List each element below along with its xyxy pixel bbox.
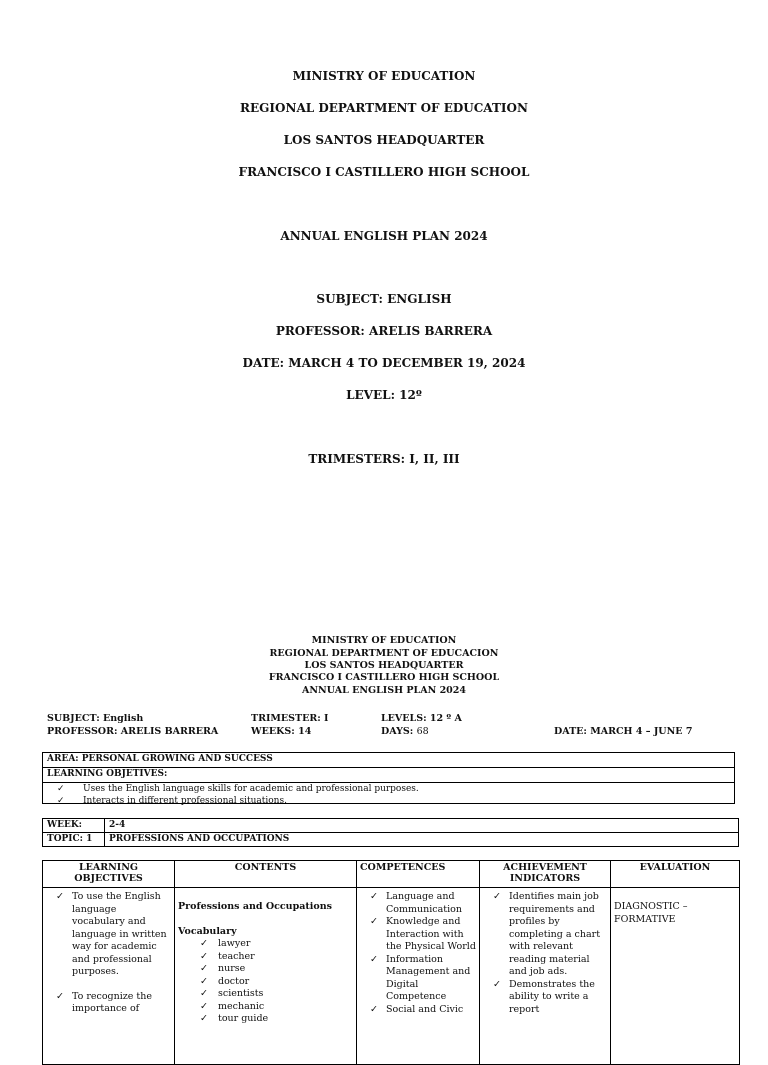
cover-professor: PROFESSOR: ARELIS BARRERA xyxy=(275,324,493,338)
vocab-item: ✓ nurse xyxy=(178,963,353,976)
cell-contents xyxy=(175,888,357,1065)
contents-title: Professions and Occupations xyxy=(178,901,332,912)
header-contents: CONTENTS xyxy=(175,861,357,888)
competence-item: ✓ Social and Civic xyxy=(360,1004,476,1017)
cover-headquarter: LOS SANTOS HEADQUARTER xyxy=(283,133,485,147)
meta-date: DATE: MARCH 4 – JUNE 7 xyxy=(554,726,693,737)
cover-subject: SUBJECT: ENGLISH xyxy=(316,292,452,306)
topic-label: TOPIC: 1 xyxy=(43,833,105,847)
cover-level: LEVEL: 12º xyxy=(346,388,422,402)
area-objective-item: ✓ Uses the English language skills for academic and professional purposes. xyxy=(57,783,730,795)
indicator-item: ✓ Identifies main job requirements and profiles by completing a chart with relevant reading material and job ads. xyxy=(483,891,607,979)
meta-weeks: WEEKS: 14 xyxy=(251,726,312,737)
learning-objectives-label: LEARNING OBJETIVES: xyxy=(43,768,734,783)
cover-trimesters: TRIMESTERS: I, II, III xyxy=(308,452,460,466)
cover-date: DATE: MARCH 4 TO DECEMBER 19, 2024 xyxy=(242,356,526,370)
header-plan-title: ANNUAL ENGLISH PLAN 2024 xyxy=(301,685,467,696)
cover-school: FRANCISCO I CASTILLERO HIGH SCHOOL xyxy=(238,165,530,179)
evaluation-text: DIAGNOSTIC – FORMATIVE xyxy=(614,901,688,925)
meta-levels: LEVELS: 12 º A xyxy=(381,713,462,724)
vocab-item: ✓ mechanic xyxy=(178,1001,353,1014)
cell-competences xyxy=(357,888,480,1065)
vocab-item: ✓ lawyer xyxy=(178,938,353,951)
objective-item: ✓ To use the English language vocabulary and language in written way for academic and professional purposes. xyxy=(46,891,171,979)
area-box xyxy=(42,752,735,804)
vocabulary-title: Vocabulary xyxy=(178,925,237,937)
meta-subject: SUBJECT: English xyxy=(47,713,144,724)
header-evaluation: EVALUATION xyxy=(611,861,740,888)
cell-evaluation xyxy=(611,888,740,1065)
vocab-item: ✓ doctor xyxy=(178,976,353,989)
meta-days-value: 68 xyxy=(416,726,429,737)
indicator-item: ✓ Demonstrates the ability to write a report xyxy=(483,979,607,1017)
header-ministry: MINISTRY OF EDUCATION xyxy=(311,635,457,646)
objective-item: ✓ To recognize the importance of xyxy=(46,991,171,1016)
competence-item: ✓ Information Management and Digital Competence xyxy=(360,954,476,1004)
header-headquarter: LOS SANTOS HEADQUARTER xyxy=(304,660,464,671)
week-topic-table xyxy=(42,818,739,847)
meta-trimester: TRIMESTER: I xyxy=(251,713,329,724)
cell-achievement-indicators xyxy=(480,888,611,1065)
week-row xyxy=(43,819,739,833)
plan-table-row xyxy=(43,888,740,1065)
topic-value: PROFESSIONS AND OCCUPATIONS xyxy=(105,833,739,847)
vocab-item: ✓ scientists xyxy=(178,988,353,1001)
week-label: WEEK: xyxy=(43,819,105,833)
cover-ministry: MINISTRY OF EDUCATION xyxy=(292,69,476,83)
meta-days: DAYS: 68 xyxy=(381,726,429,737)
cover-plan-title: ANNUAL ENGLISH PLAN 2024 xyxy=(280,229,488,243)
header-school: FRANCISCO I CASTILLERO HIGH SCHOOL xyxy=(268,672,500,683)
topic-row xyxy=(43,833,739,847)
cover-regional-dept: REGIONAL DEPARTMENT OF EDUCATION xyxy=(240,101,528,115)
area-objective-item: ✓ Interacts in different professional situations. xyxy=(57,795,730,807)
header-regional-dept: REGIONAL DEPARTMENT OF EDUCACION xyxy=(269,648,499,659)
plan-table-header-row xyxy=(43,861,740,888)
vocab-item: ✓ tour guide xyxy=(178,1013,353,1026)
competence-item: ✓ Language and Communication xyxy=(360,891,476,916)
plan-table xyxy=(42,860,740,1065)
vocab-item: ✓ teacher xyxy=(178,951,353,964)
meta-professor: PROFESSOR: ARELIS BARRERA xyxy=(47,726,219,737)
area-label: AREA: PERSONAL GROWING AND SUCCESS xyxy=(43,753,734,768)
header-competences: COMPETENCES xyxy=(357,861,480,888)
week-value: 2-4 xyxy=(105,819,739,833)
area-objectives-list xyxy=(43,783,734,807)
competence-item: ✓ Knowledge and Interaction with the Physical World xyxy=(360,916,476,954)
cell-learning-objectives xyxy=(43,888,175,1065)
header-learning-objectives: LEARNING OBJECTIVES xyxy=(43,861,175,888)
header-achievement-indicators: ACHIEVEMENT INDICATORS xyxy=(480,861,611,888)
